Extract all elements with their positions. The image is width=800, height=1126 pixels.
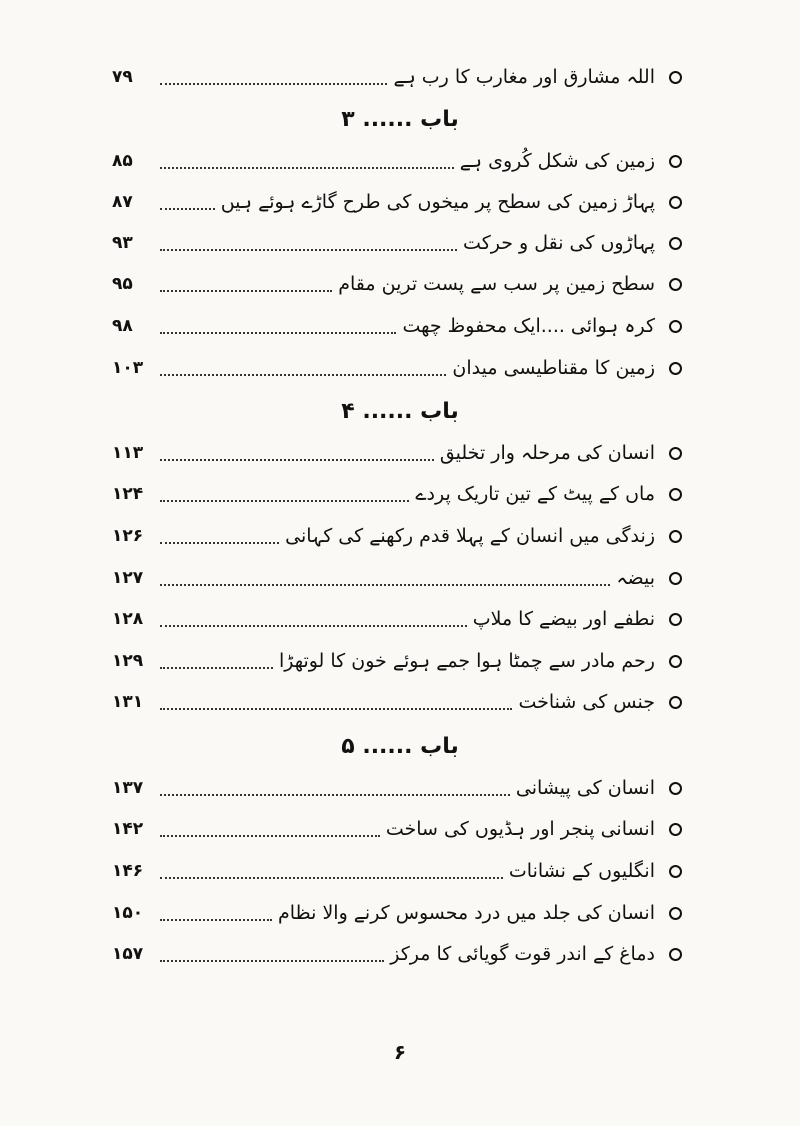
toc-entry (112, 936, 682, 972)
dot-leader (160, 83, 387, 85)
bullet-circle-icon (669, 155, 682, 168)
entry-page-number: ۱۵۷ (112, 943, 144, 964)
entry-title: زمین کی شکل کُروی ہے (459, 149, 655, 172)
toc-entry (112, 266, 682, 302)
toc-entry (112, 560, 682, 596)
toc-entry (112, 143, 682, 179)
dot-leader (160, 374, 446, 376)
toc-entry (112, 184, 682, 220)
entry-page-number: ۱۳۷ (112, 777, 144, 798)
entry-title: انسانی پنجر اور ہڈیوں کی ساخت (385, 817, 655, 840)
bullet-circle-icon (669, 237, 682, 250)
toc-entry (112, 895, 682, 931)
toc-entry (112, 643, 682, 679)
dot-leader (160, 919, 272, 921)
dot-leader (160, 290, 332, 292)
toc-entry (112, 308, 682, 344)
entry-page-number: ۱۰۳ (112, 357, 144, 378)
entry-title: جنس کی شناخت (518, 690, 655, 713)
entry-page-number: ۱۴۶ (112, 860, 144, 881)
dot-leader (160, 708, 512, 710)
footer-page-number: ۶ (393, 1040, 407, 1064)
toc-entry (112, 225, 682, 261)
bullet-circle-icon (669, 530, 682, 543)
entry-title: کرہ ہوائی ....ایک محفوظ چھت (402, 314, 655, 337)
entry-page-number: ۱۱۳ (112, 442, 144, 463)
entry-page-number: ۹۵ (112, 273, 133, 294)
chapter-heading: باب ...... ۴ (341, 399, 459, 424)
dot-leader (160, 332, 396, 334)
entry-title: انسان کی جلد میں درد محسوس کرنے والا نظام (277, 901, 655, 924)
dot-leader (160, 794, 510, 796)
entry-page-number: ۸۷ (112, 191, 133, 212)
bullet-circle-icon (669, 196, 682, 209)
entry-page-number: ۱۵۰ (112, 902, 144, 923)
bullet-circle-icon (669, 613, 682, 626)
toc-entry (112, 59, 682, 95)
chapter-heading: باب ...... ۳ (341, 107, 459, 132)
dot-leader (160, 960, 384, 962)
bullet-circle-icon (669, 655, 682, 668)
entry-page-number: ۱۲۸ (112, 608, 144, 629)
entry-title: دماغ کے اندر قوت گویائی کا مرکز (390, 942, 655, 965)
entry-title: پہاڑ زمین کی سطح پر میخوں کی طرح گاڑے ہوئے ہیں (220, 190, 655, 213)
dot-leader (160, 625, 467, 627)
bullet-circle-icon (669, 696, 682, 709)
bullet-circle-icon (669, 362, 682, 375)
toc-entry (112, 601, 682, 637)
entry-title: اللہ مشارق اور مغارب کا رب ہے (393, 65, 655, 88)
dot-leader (160, 459, 434, 461)
entry-page-number: ۱۲۶ (112, 525, 144, 546)
toc-entry (112, 435, 682, 471)
dot-leader (160, 584, 610, 586)
entry-title: سطح زمین پر سب سے پست ترین مقام (338, 272, 655, 295)
entry-page-number: ۱۲۹ (112, 650, 144, 671)
entry-page-number: ۱۳۱ (112, 691, 144, 712)
bullet-circle-icon (669, 572, 682, 585)
bullet-circle-icon (669, 782, 682, 795)
bullet-circle-icon (669, 447, 682, 460)
chapter-heading: باب ...... ۵ (341, 734, 459, 759)
entry-title: بیضہ (616, 566, 655, 589)
entry-page-number: ۱۲۷ (112, 567, 144, 588)
dot-leader (160, 877, 503, 879)
bullet-circle-icon (669, 865, 682, 878)
bullet-circle-icon (669, 948, 682, 961)
dot-leader (160, 835, 380, 837)
entry-title: انسان کی پیشانی (515, 776, 655, 799)
toc-entry (112, 518, 682, 554)
entry-title: نطفے اور بیضے کا ملاپ (472, 607, 655, 630)
dot-leader (160, 667, 273, 669)
entry-page-number: ۹۳ (112, 232, 133, 253)
dot-leader (160, 249, 457, 251)
entry-page-number: ۹۸ (112, 315, 133, 336)
dot-leader (160, 167, 454, 169)
toc-entry (112, 684, 682, 720)
entry-page-number: ۸۵ (112, 150, 133, 171)
bullet-circle-icon (669, 823, 682, 836)
toc-entry (112, 350, 682, 386)
toc-entry (112, 770, 682, 806)
entry-page-number: ۷۹ (112, 66, 133, 87)
entry-page-number: ۱۴۲ (112, 818, 144, 839)
entry-title: انسان کی مرحلہ وار تخلیق (439, 441, 655, 464)
entry-title: انگلیوں کے نشانات (508, 859, 655, 882)
bullet-circle-icon (669, 907, 682, 920)
toc-entry (112, 811, 682, 847)
entry-title: زندگی میں انسان کے پہلا قدم رکھنے کی کہانی (285, 524, 655, 547)
dot-leader (160, 500, 409, 502)
bullet-circle-icon (669, 71, 682, 84)
bullet-circle-icon (669, 320, 682, 333)
entry-title: ماں کے پیٹ کے تین تاریک پردے (415, 482, 655, 505)
toc-entry (112, 476, 682, 512)
toc-entry (112, 853, 682, 889)
entry-title: زمین کا مقناطیسی میدان (452, 356, 655, 379)
dot-leader (160, 208, 215, 210)
entry-title: رحم مادر سے چمٹا ہوا جمے ہوئے خون کا لوتھڑا (278, 649, 655, 672)
entry-page-number: ۱۲۴ (112, 483, 144, 504)
entry-title: پہاڑوں کی نقل و حرکت (463, 231, 655, 254)
bullet-circle-icon (669, 488, 682, 501)
dot-leader (160, 542, 279, 544)
bullet-circle-icon (669, 278, 682, 291)
